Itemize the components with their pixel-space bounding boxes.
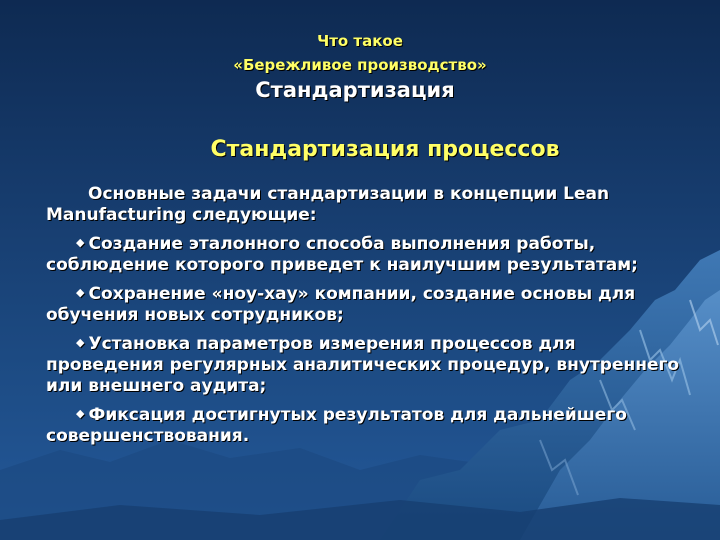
bullet-item (46, 403, 686, 447)
diamond-bullet-icon: ◆ (76, 407, 85, 420)
content-body (46, 184, 686, 453)
header-line2: «Бережливое производство» (233, 56, 487, 74)
header-subtitle: Стандартизация (255, 78, 455, 102)
bullet-text: Сохранение «ноу-хау» компании, создание основы для обучения новых сотрудников; (46, 284, 636, 325)
bullet-text: Установка параметров измерения процессов для проведения регулярных аналитических процедур, внутреннего или внешнего аудита; (46, 334, 680, 396)
bullet-text: Фиксация достигнутых результатов для дальнейшего совершенствования. (46, 405, 627, 446)
bullet-text: Создание эталонного способа выполнения работы, соблюдение которого приведет к наилучшим результатам; (46, 234, 638, 275)
header-line1: Что такое (317, 32, 403, 50)
diamond-bullet-icon: ◆ (76, 236, 85, 249)
diamond-bullet-icon: ◆ (76, 336, 85, 349)
bullet-item (46, 282, 686, 326)
bullet-item (46, 332, 686, 397)
intro-paragraph: Основные задачи стандартизации в концепции Lean Manufacturing следующие: (46, 184, 610, 225)
section-title: Стандартизация процессов (210, 137, 560, 162)
diamond-bullet-icon: ◆ (76, 286, 85, 299)
bullet-item (46, 232, 686, 276)
